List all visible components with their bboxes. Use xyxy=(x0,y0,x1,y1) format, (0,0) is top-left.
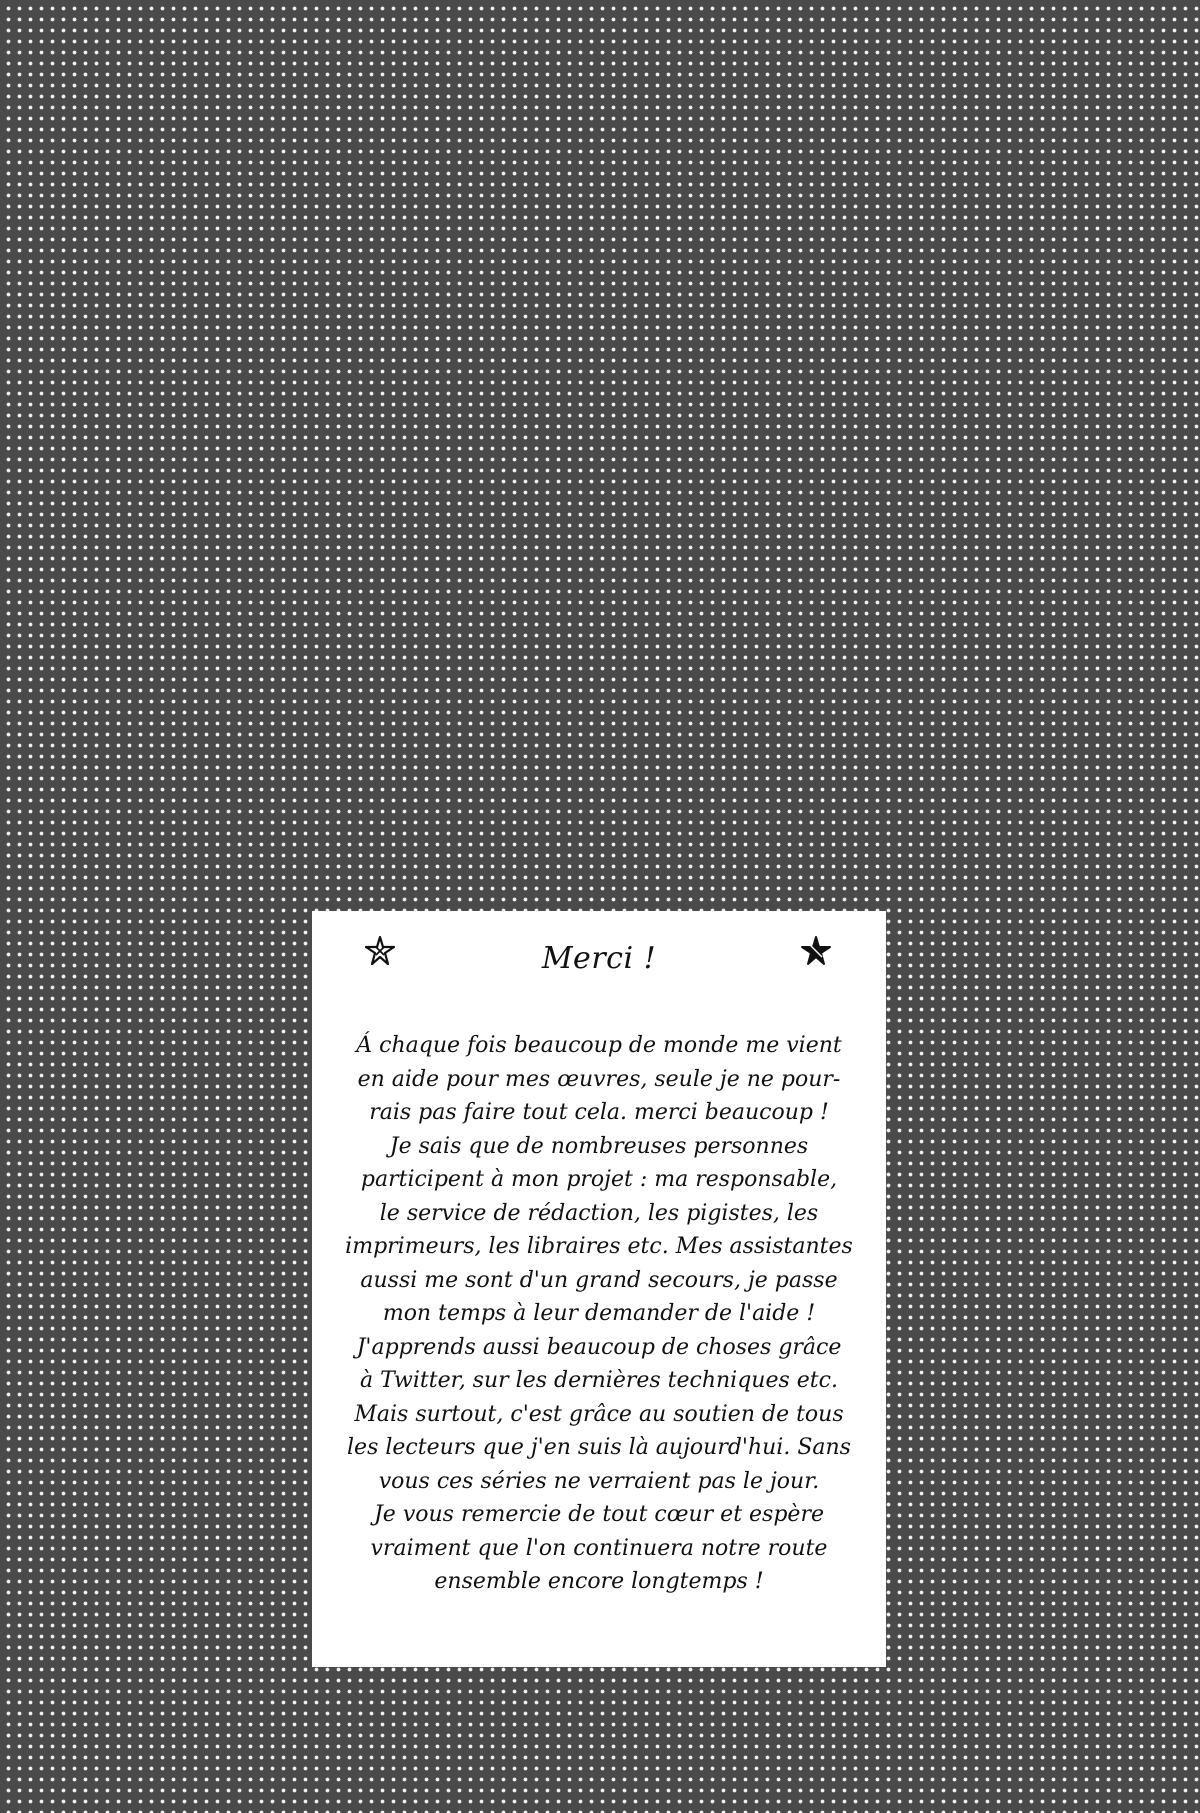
note-line: aussi me sont d'un grand secours, je passe xyxy=(360,1267,838,1293)
note-line: mon temps à leur demander de l'aide ! xyxy=(382,1301,816,1326)
note-line: Á chaque fois beaucoup de monde me vient xyxy=(356,1033,842,1058)
note-body xyxy=(332,1029,866,1599)
note-line: Je sais que de nombreuses personnes xyxy=(389,1133,809,1159)
note-line: le service de rédaction, les pigistes, les xyxy=(379,1200,819,1226)
note-line: ensemble encore longtemps ! xyxy=(434,1569,764,1594)
note-line: rais pas faire tout cela. merci beaucoup ! xyxy=(369,1100,829,1125)
note-line: Mais surtout, c'est grâce au soutien de tous xyxy=(354,1401,844,1427)
note-line: J'apprends aussi beaucoup de choses grâce xyxy=(356,1334,842,1360)
note-line: vous ces séries ne verraient pas le jour. xyxy=(378,1468,820,1494)
note-title: Merci ! xyxy=(541,941,657,976)
star-doodle-icon xyxy=(798,933,834,969)
note-line: à Twitter, sur les dernières techniques etc. xyxy=(360,1368,838,1393)
note-line: participent à mon projet : ma responsable, xyxy=(360,1167,838,1192)
thank-you-note xyxy=(312,911,886,1667)
note-line: les lecteurs que j'en suis là aujourd'hui. Sans xyxy=(347,1435,851,1460)
note-line: en aide pour mes œuvres, seule je ne pour- xyxy=(357,1066,841,1092)
note-line: vraiment que l'on continuera notre route xyxy=(370,1535,828,1561)
note-line: Je vous remercie de tout cœur et espère xyxy=(373,1502,824,1527)
note-line: imprimeurs, les libraires etc. Mes assistantes xyxy=(345,1234,853,1259)
